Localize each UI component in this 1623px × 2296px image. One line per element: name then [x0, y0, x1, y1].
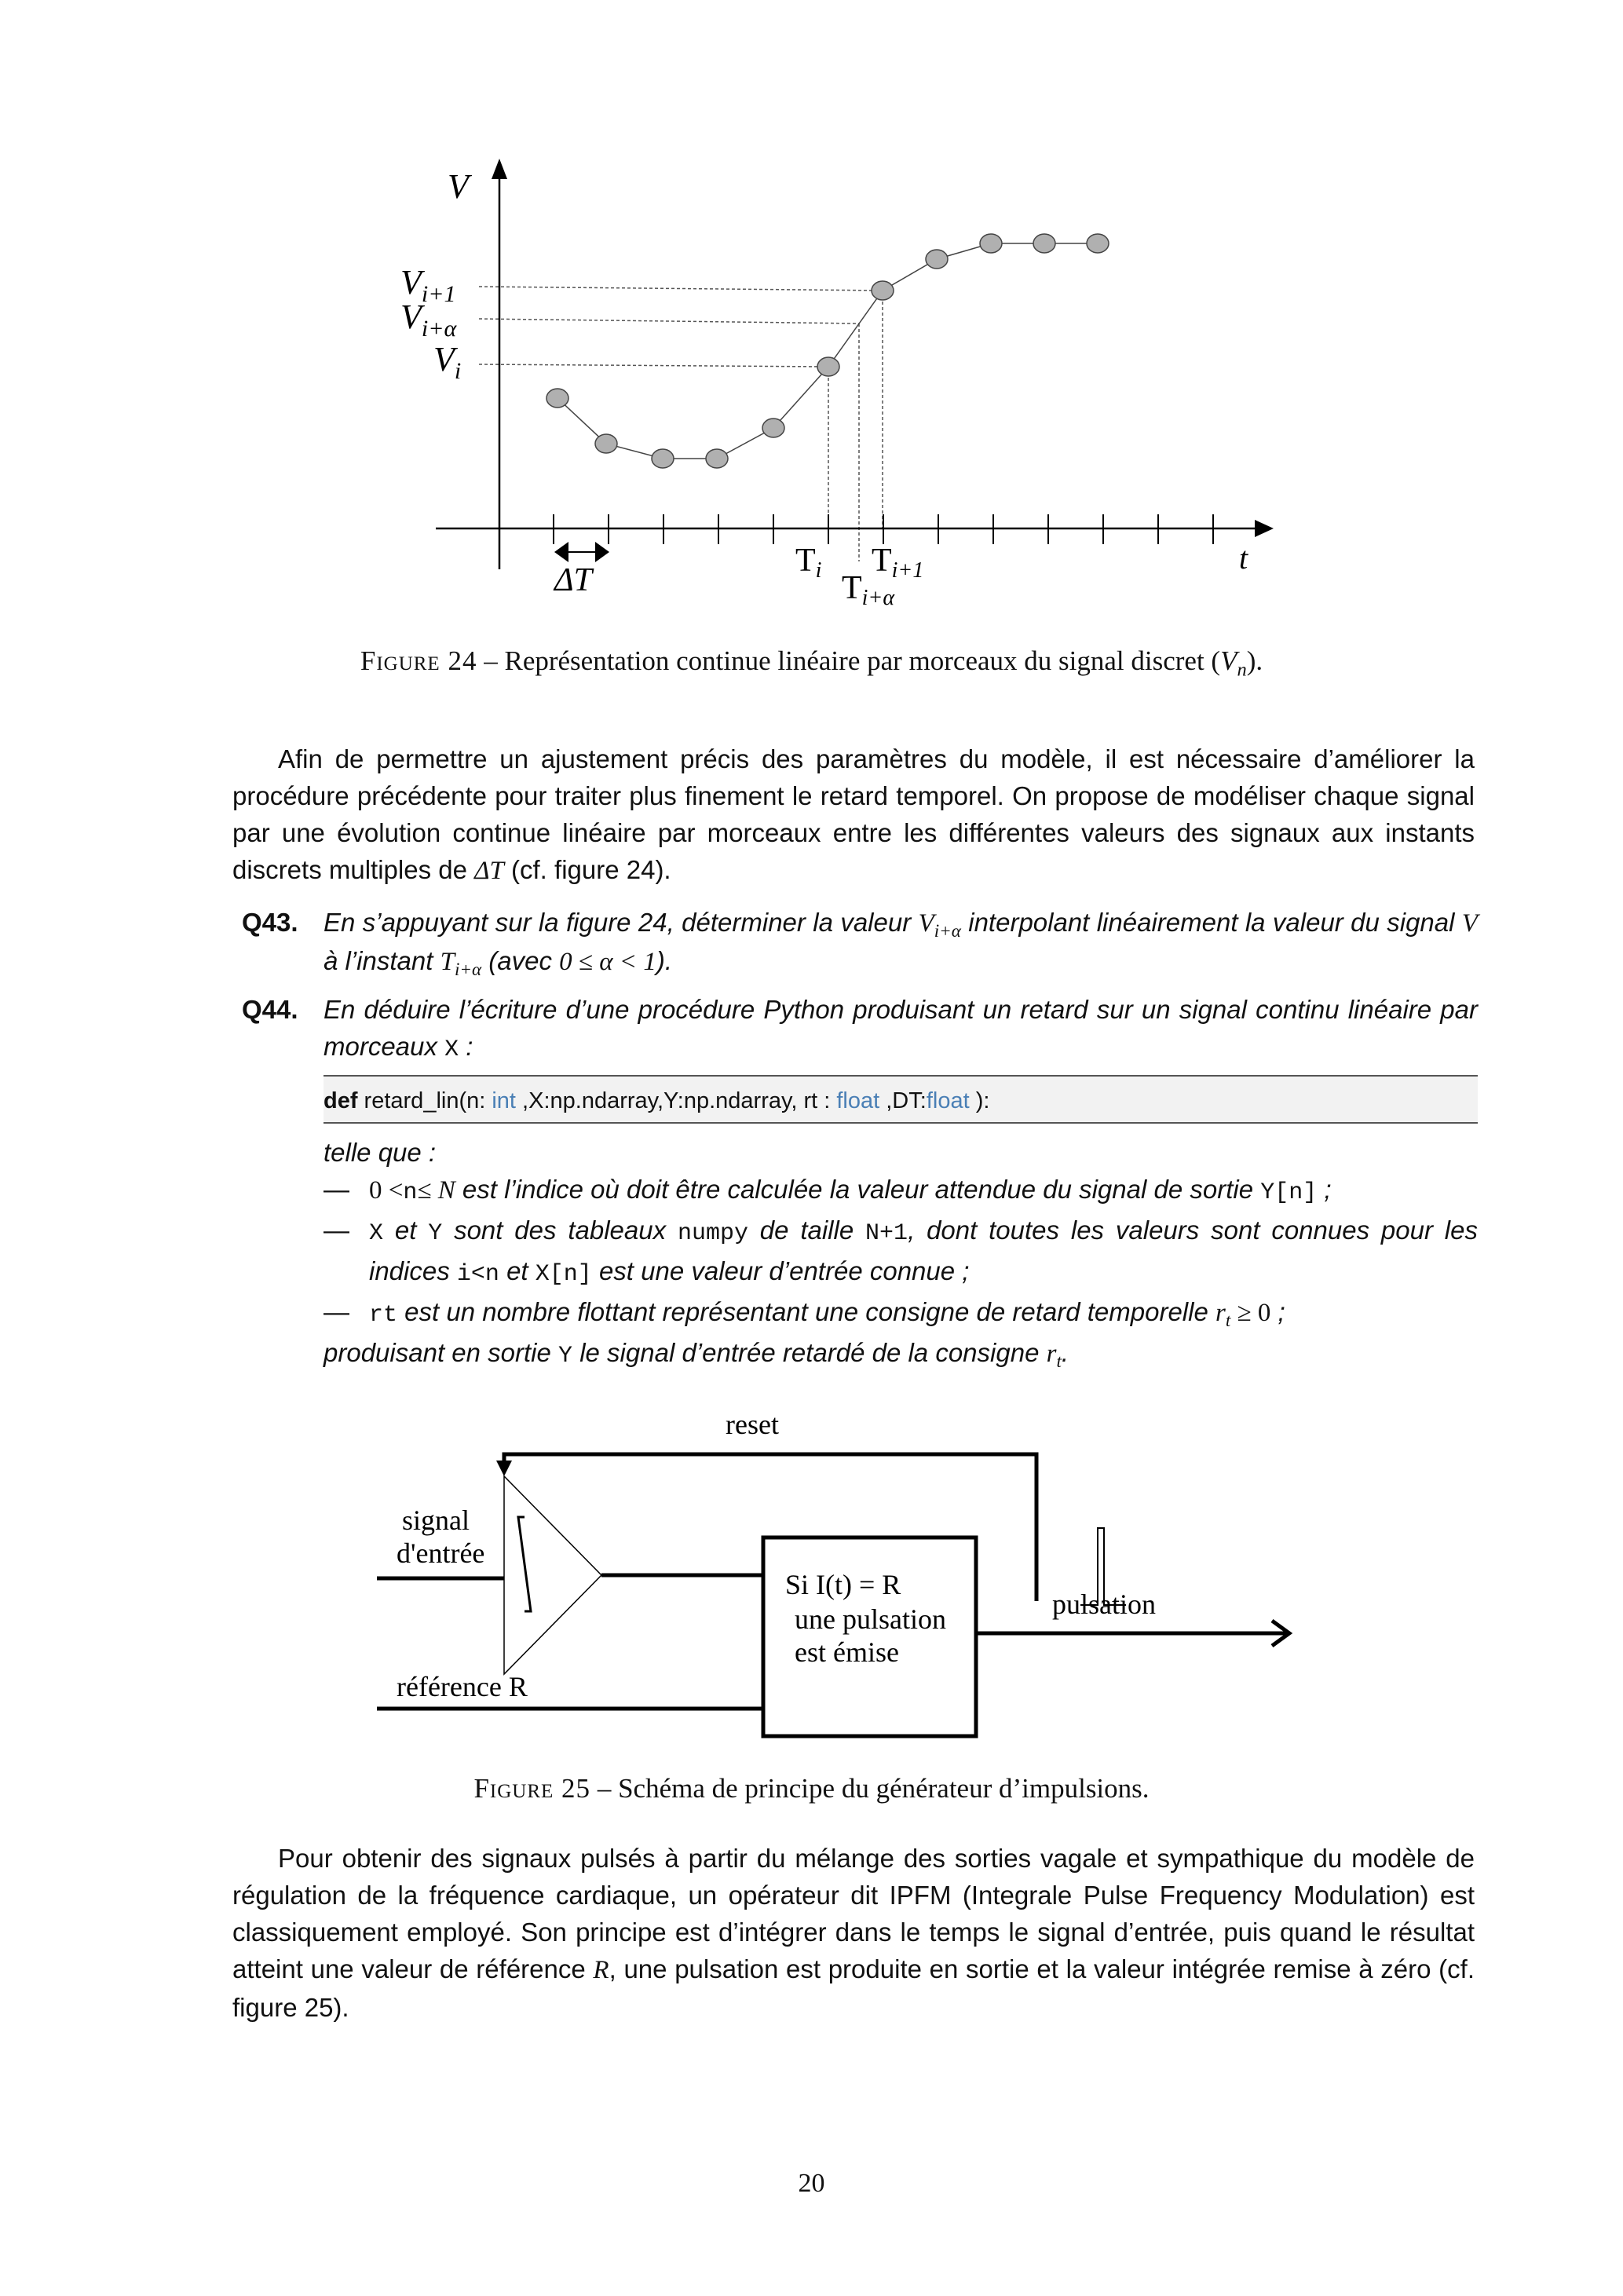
figure-24-label: Figure 24 — [360, 645, 477, 676]
integrator-triangle — [504, 1476, 601, 1674]
item2-tt1: X — [369, 1220, 384, 1247]
signal-label-line1: signal — [402, 1504, 470, 1536]
reset-arrow-icon — [496, 1461, 512, 1476]
caption-sep: – — [590, 1773, 619, 1804]
item2-tt4: N+1 — [865, 1220, 908, 1247]
caption-text: Schéma de principe du générateur d’impulsions. — [618, 1773, 1150, 1804]
list-dash: — — [324, 1297, 349, 1326]
outro-math: r — [1046, 1340, 1057, 1368]
question-43-text — [324, 904, 1478, 981]
guide-lines — [479, 287, 883, 561]
figure-25-caption — [0, 1773, 1623, 1804]
q43-text-b: interpolant linéairement la valeur du signal — [960, 908, 1462, 937]
q43-math-a: V — [918, 909, 934, 938]
item2-tt5: i<n — [456, 1261, 499, 1288]
code-type-int: int — [492, 1088, 516, 1113]
figure-25-diagram — [0, 1382, 1623, 1743]
list-dash: — — [324, 1216, 349, 1245]
intro-math: ΔT — [474, 857, 504, 885]
outro-math-sub: t — [1056, 1350, 1062, 1371]
q44-text-b: : — [459, 1032, 473, 1061]
item2-t1: et — [383, 1216, 429, 1245]
code-type-float: float — [836, 1088, 880, 1113]
outro-tt: Y — [558, 1343, 573, 1369]
caption-math-sub: n — [1237, 659, 1247, 681]
signal-label-line2: d'entrée — [397, 1537, 485, 1569]
question-43-label: Q43. — [242, 908, 298, 937]
closing-text-a: Pour obtenir des signaux pulsés à partir du mélange des sorties vagale et sympathique du modèle de régulation de la fréquence cardiaque, un opérateur dit IPFM (Integrale Pulse Frequency Modulation) est classiquement employé. Son principe est d’intégrer dans le temps le signal d’entrée, puis quand le résultat atteint une valeur de référence — [232, 1844, 1475, 1983]
item1-tt1: n — [403, 1179, 418, 1206]
reset-label: reset — [726, 1409, 779, 1440]
code-keyword-def: def — [324, 1088, 358, 1113]
outro-a: produisant en sortie — [324, 1338, 559, 1367]
item2-t6: est une valeur d’entrée connue ; — [591, 1256, 970, 1285]
item1-text: est l’indice où doit être calculée la valeur attendue du signal de sortie — [455, 1175, 1261, 1204]
q43-math-c-sub: i+α — [454, 958, 482, 979]
code-params-4: ): — [969, 1088, 990, 1113]
figure-25-label: Figure 25 — [473, 1773, 591, 1804]
closing-text-b: , une pulsation est produite en sortie et la valeur intégrée remise à zéro (cf. figure 25). — [232, 1954, 1475, 2022]
item3-math-sub: t — [1225, 1309, 1231, 1330]
item3-math2: ≥ 0 — [1230, 1299, 1271, 1327]
code-type-float-2: float — [926, 1088, 970, 1113]
list-intro: telle que : — [324, 1138, 437, 1167]
q44-code-x: X — [444, 1036, 459, 1063]
pulsation-label: pulsation — [1052, 1589, 1156, 1620]
item1-math2: ≤ N — [417, 1176, 455, 1205]
q43-math-b: V — [1461, 909, 1479, 938]
y-axis-label: V — [448, 167, 469, 206]
label-v-i1: $V_{i+1}$ — [400, 263, 456, 307]
question-44-label: Q44. — [242, 995, 298, 1024]
figure-24-chart — [0, 0, 1623, 644]
question-44-text — [324, 991, 1478, 1069]
item2-t5: et — [499, 1256, 536, 1285]
box-text-line3: est émise — [795, 1636, 899, 1668]
requirements-list — [324, 1134, 1478, 1375]
code-params-3: ,DT: — [879, 1088, 927, 1113]
delta-t-arrow-icon — [554, 542, 609, 562]
q44-text-a: En déduire l’écriture d’une procédure Python produisant un retard sur un signal continu linéaire par morceaux — [324, 995, 1478, 1061]
x-axis-arrow-icon — [1255, 520, 1274, 537]
code-signature — [324, 1075, 1478, 1124]
q43-text-e: ). — [656, 946, 672, 975]
label-t-i: Ti — [795, 543, 822, 583]
caption-math: V — [1220, 645, 1237, 676]
item1-tt2: Y[n] — [1260, 1179, 1318, 1206]
figure-24-caption — [0, 645, 1623, 681]
intro-text: Afin de permettre un ajustement précis des paramètres du modèle, il est nécessaire d’améliorer la procédure précédente pour traiter plus finement le retard temporel. On propose de modéliser chaque signal par une évolution continue linéaire par morceaux entre les différentes valeurs des signaux aux instants discrets multiples de — [232, 744, 1475, 884]
signal-points — [546, 234, 1109, 468]
question-43 — [236, 904, 1478, 981]
item2-t4: , dont toutes les valeurs sont connues pour les indices — [369, 1216, 1478, 1285]
x-axis-label: t — [1239, 540, 1248, 576]
box-text-line2: une pulsation — [795, 1603, 946, 1635]
label-v-i: $V_i$ — [433, 340, 462, 384]
intro-paragraph — [232, 740, 1475, 890]
outro-b: le signal d’entrée retardé de la consigne — [572, 1338, 1047, 1367]
item3-math: r — [1215, 1299, 1226, 1327]
q43-math-d: 0 ≤ α < 1 — [559, 948, 656, 976]
item2-tt3: numpy — [677, 1220, 748, 1247]
list-outro — [324, 1334, 1478, 1375]
reference-label: référence R — [397, 1671, 528, 1702]
list-item — [324, 1171, 1478, 1212]
q43-text-a: En s’appuyant sur la figure 24, déterminer la valeur — [324, 908, 919, 937]
code-params-2: ,X:np.ndarray,Y:np.ndarray, rt : — [516, 1088, 837, 1113]
item2-t3: de taille — [748, 1216, 866, 1245]
question-44 — [236, 991, 1478, 1069]
list-item — [324, 1293, 1478, 1334]
page-number: 20 — [798, 2169, 825, 2198]
item1-math: 0 < — [369, 1176, 404, 1205]
closing-paragraph — [232, 1840, 1475, 2026]
signal-polyline — [557, 243, 1098, 459]
caption-end: ). — [1246, 645, 1263, 676]
item3-end: ; — [1270, 1297, 1285, 1326]
label-v-ialpha: $V_{i+\alpha}$ — [400, 298, 457, 342]
list-dash: — — [324, 1175, 349, 1204]
code-function-name: retard_lin(n: — [357, 1088, 492, 1113]
q43-text-c: à l’instant — [324, 946, 440, 975]
caption-text: Représentation continue linéaire par morceaux du signal discret ( — [504, 645, 1221, 676]
q43-text-d: (avec — [481, 946, 560, 975]
label-delta-t: ΔT — [554, 562, 593, 598]
item2-t2: sont des tableaux — [442, 1216, 678, 1245]
caption-sep: – — [477, 645, 505, 676]
outro-end: . — [1061, 1338, 1069, 1367]
y-axis-arrow-icon — [492, 159, 507, 179]
closing-math: R — [593, 1956, 609, 1984]
q43-math-c: T — [440, 948, 455, 976]
list-item — [324, 1212, 1478, 1293]
box-text-line1: Si I(t) = R — [785, 1569, 901, 1600]
label-t-ialpha: Ti+α — [842, 570, 895, 610]
item2-tt2: Y — [428, 1220, 443, 1247]
item3-t1: est un nombre flottant représentant une consigne de retard temporelle — [397, 1297, 1215, 1326]
intro-end: (cf. figure 24). — [503, 855, 671, 884]
item1-end: ; — [1317, 1175, 1332, 1204]
item3-tt1: rt — [369, 1302, 398, 1329]
q43-math-a-sub: i+α — [934, 919, 961, 941]
label-t-i1: Ti+1 — [872, 543, 924, 583]
item2-tt6: X[n] — [535, 1261, 592, 1288]
